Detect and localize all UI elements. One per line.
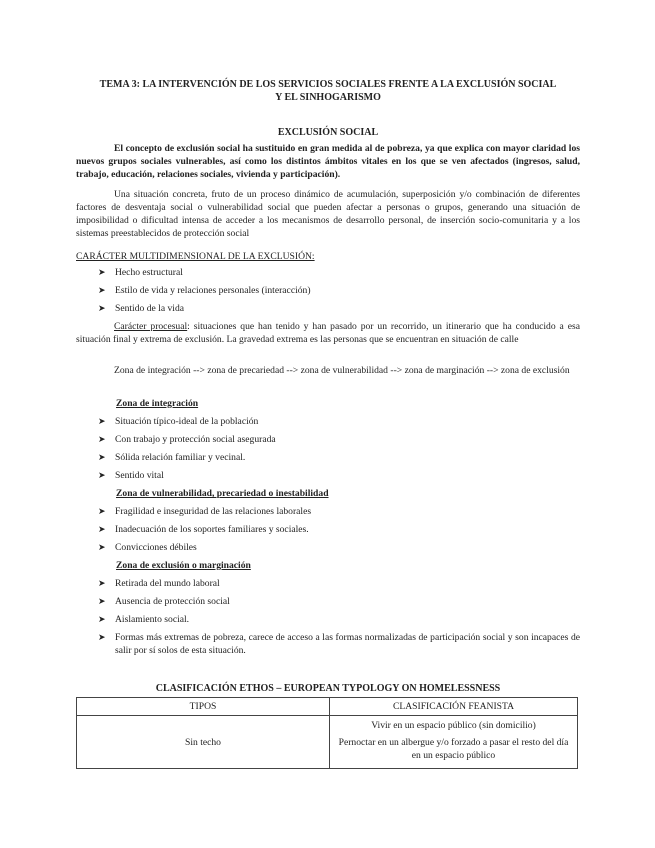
arrow-bullet-icon: ➤	[98, 614, 106, 624]
arrow-bullet-icon: ➤	[98, 542, 106, 552]
clasificacion-line: Vivir en un espacio público (sin domicilio)	[371, 720, 536, 731]
list-item: ➤ Convicciones débiles	[98, 542, 197, 553]
arrow-bullet-icon: ➤	[98, 416, 106, 426]
arrow-bullet-icon: ➤	[98, 452, 106, 462]
arrow-bullet-icon: ➤	[98, 285, 106, 295]
table-row	[77, 716, 578, 769]
list-item: ➤ Sentido vital	[98, 470, 164, 481]
zona-vulnerabilidad-list	[98, 505, 580, 559]
procesual-text: : situaciones que han tenido y han pasado por un recorrido, un itinerario que ha conducido a esa situación final y extrema de exclusión. La gravedad extrema es las personas que se encuentran en situación de calle	[76, 321, 580, 345]
table-cell-tipo: Sin techo	[77, 716, 330, 769]
table-header-tipos: TIPOS	[77, 698, 330, 716]
arrow-bullet-icon: ➤	[98, 506, 106, 516]
list-item: ➤ Fragilidad e inseguridad de las relaciones laborales	[98, 506, 312, 517]
list-item: ➤ Situación típico-ideal de la población	[98, 416, 259, 427]
intro-paragraph: El concepto de exclusión social ha sustituido en gran medida al de pobreza, ya que explica con mayor claridad los nuevos grupos sociales vulnerables, así como los distintos ámbitos vitales en los que se ven afectados (ingresos, salud, trabajo, educación, relaciones sociales, vivienda y participación).	[76, 143, 580, 180]
table-header-row	[77, 698, 578, 716]
zona-integracion-heading: Zona de integración	[116, 398, 199, 409]
multidimensional-heading: CARÁCTER MULTIDIMENSIONAL DE LA EXCLUSIÓN:	[76, 251, 315, 262]
list-item: ➤ Inadecuación de los soportes familiares y sociales.	[98, 524, 309, 535]
list-item: ➤ Con trabajo y protección social asegurada	[98, 434, 276, 445]
multidimensional-list	[98, 266, 580, 320]
list-item: ➤ Retirada del mundo laboral	[98, 578, 220, 589]
arrow-bullet-icon: ➤	[98, 470, 106, 480]
arrow-bullet-icon: ➤	[98, 578, 106, 588]
list-item: ➤ Formas más extremas de pobreza, carece de acceso a las formas normalizadas de participación social y son incapaces de salir por sí solos de esta situación.	[98, 632, 580, 656]
table-cell-clasificacion	[330, 716, 578, 769]
list-item: ➤ Sentido de la vida	[98, 303, 185, 314]
arrow-bullet-icon: ➤	[98, 267, 106, 277]
procesual-paragraph	[76, 320, 580, 346]
zona-integracion-list	[98, 415, 580, 487]
zona-exclusion-list	[98, 577, 580, 662]
arrow-bullet-icon: ➤	[98, 303, 106, 313]
list-item: ➤ Estilo de vida y relaciones personales (interacción)	[98, 285, 311, 296]
list-item: ➤ Hecho estructural	[98, 267, 183, 278]
table-title: CLASIFICACIÓN ETHOS – EUROPEAN TYPOLOGY ON HOMELESSNESS	[155, 683, 501, 694]
ethos-table	[76, 697, 578, 769]
document-title	[76, 78, 580, 104]
clasificacion-line: Pernoctar en un albergue y/o forzado a pasar el resto del día en un espacio público	[338, 737, 569, 761]
table-header-clasificacion: CLASIFICACIÓN FEANISTA	[330, 698, 578, 716]
arrow-bullet-icon: ➤	[98, 524, 106, 534]
arrow-bullet-icon: ➤	[98, 632, 106, 642]
list-item: ➤ Sólida relación familiar y vecinal.	[98, 452, 246, 463]
zones-sequence: Zona de integración --> zona de precariedad --> zona de vulnerabilidad --> zona de marginación --> zona de exclusión	[114, 365, 570, 376]
definition-paragraph: Una situación concreta, fruto de un proceso dinámico de acumulación, superposición y/o combinación de diferentes factores de desventaja social o vulnerabilidad social que pueden afectar a personas o grupos, generando una situación de imposibilidad o dificultad intensa de acceder a los mecanismos de desarrollo personal, de inserción socio-comunitaria y a los sistemas preestablecidos de protección social	[76, 189, 580, 239]
title-line-1: TEMA 3: LA INTERVENCIÓN DE LOS SERVICIOS SOCIALES FRENTE A LA EXCLUSIÓN SOCIAL	[99, 79, 557, 90]
list-item: ➤ Aislamiento social.	[98, 614, 190, 625]
zona-exclusion-heading: Zona de exclusión o marginación	[116, 560, 251, 571]
arrow-bullet-icon: ➤	[98, 596, 106, 606]
arrow-bullet-icon: ➤	[98, 434, 106, 444]
title-line-2: Y EL SINHOGARISMO	[275, 92, 381, 103]
section-heading: EXCLUSIÓN SOCIAL	[277, 127, 379, 138]
procesual-label: Carácter procesual	[114, 321, 188, 332]
zona-vulnerabilidad-heading: Zona de vulnerabilidad, precariedad o inestabilidad	[116, 488, 329, 499]
list-item: ➤ Ausencia de protección social	[98, 596, 230, 607]
